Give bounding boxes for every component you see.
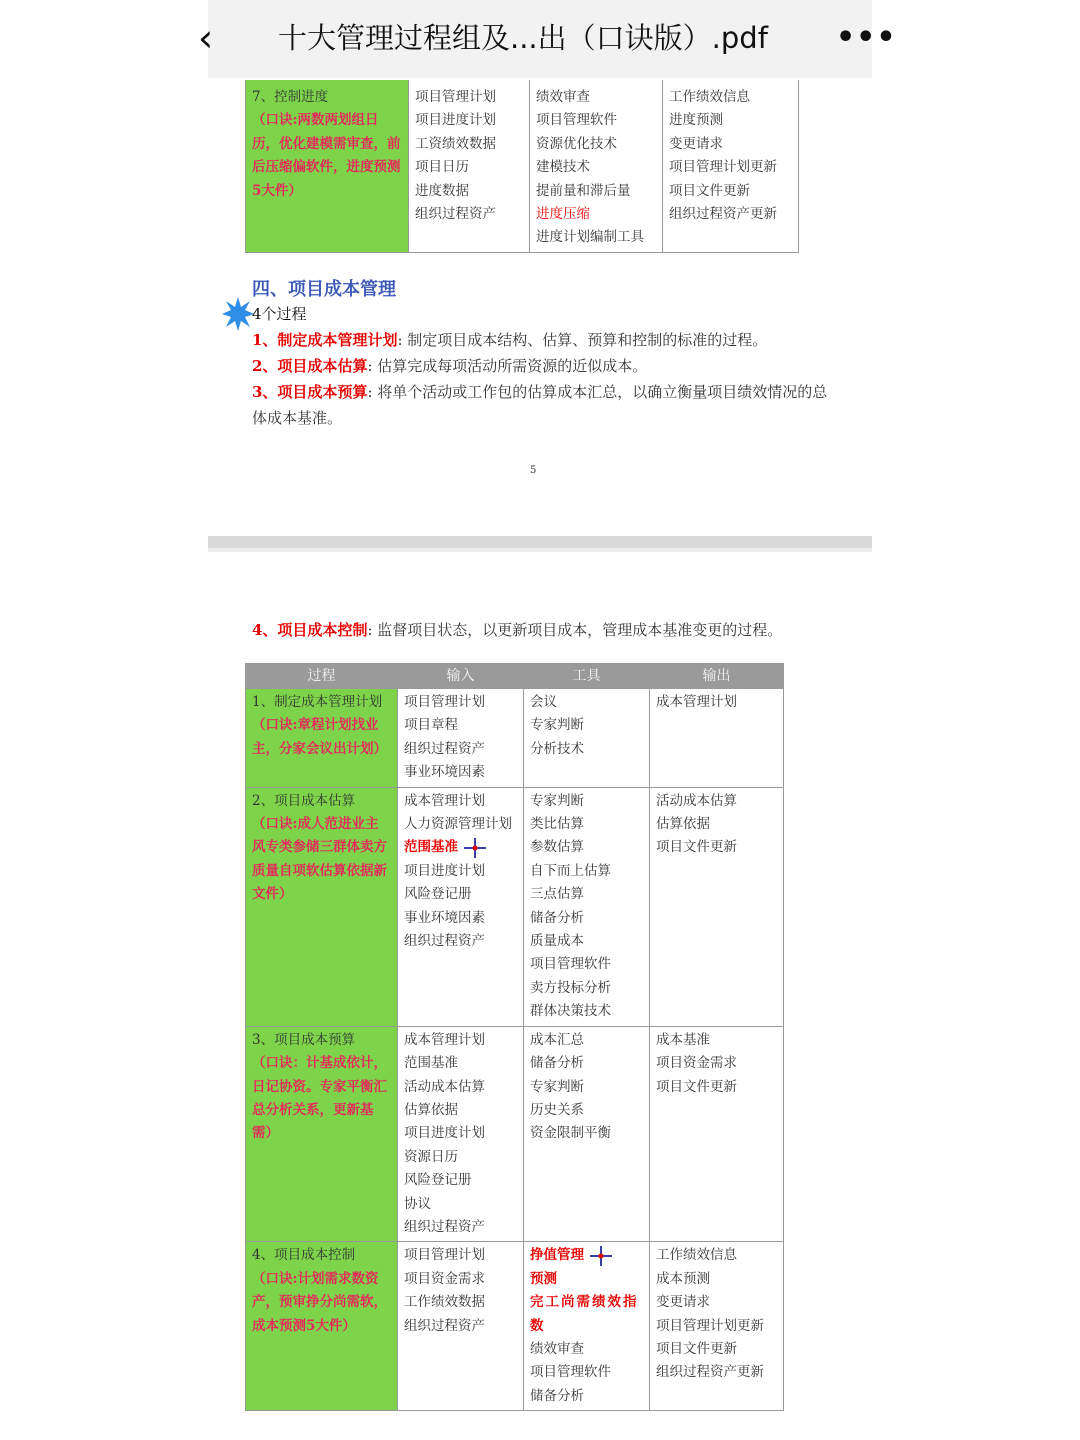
process-title: 7、控制进度	[252, 89, 329, 105]
input-item: 事业环境因素	[404, 764, 485, 781]
header-process: 过程	[246, 664, 398, 689]
cost-item-4	[252, 617, 852, 643]
input-item: 活动成本估算	[404, 1078, 485, 1095]
input-item: 成本管理计划	[404, 792, 485, 809]
tool-item-highlight: 进度压缩	[536, 206, 590, 223]
tool-item: 自下而上估算	[530, 862, 611, 879]
tool-item: 参数估算	[530, 839, 584, 856]
item-term: 4、项目成本控制	[252, 621, 368, 639]
input-item: 项目管理计划	[415, 89, 496, 105]
output-item: 项目资金需求	[656, 1055, 737, 1072]
header-output: 输出	[650, 664, 784, 689]
process-cell	[246, 1242, 398, 1411]
input-item: 资源日历	[404, 1148, 458, 1165]
cost-item-3	[252, 379, 832, 431]
output-cell	[650, 1026, 784, 1242]
tool-item: 资源优化技术	[536, 135, 617, 152]
input-item: 项目进度计划	[415, 112, 496, 129]
more-dots-icon[interactable]: •••	[836, 20, 897, 55]
process-cell	[246, 787, 398, 1026]
output-item: 进度预测	[669, 112, 723, 129]
input-item: 项目资金需求	[404, 1270, 485, 1287]
tool-item: 项目管理软件	[536, 112, 617, 129]
output-item: 估算依据	[656, 816, 710, 833]
tool-item: 建模技术	[536, 159, 590, 176]
input-item: 进度数据	[415, 182, 469, 199]
tool-item: 三点估算	[530, 886, 584, 903]
tool-item: 项目管理软件	[530, 1364, 611, 1381]
input-item: 事业环境因素	[404, 909, 485, 926]
table-row	[246, 1242, 784, 1411]
output-item: 成本预测	[656, 1270, 710, 1287]
output-item: 组织过程资产更新	[656, 1364, 764, 1381]
table-row	[246, 1026, 784, 1242]
input-item-highlight-row	[404, 836, 517, 859]
table-row	[246, 689, 784, 788]
tool-item-highlight: 挣值管理	[530, 1247, 584, 1264]
output-cell	[650, 689, 784, 788]
output-item: 项目管理计划更新	[656, 1317, 764, 1334]
tool-item: 类比估算	[530, 816, 584, 833]
input-item: 估算依据	[404, 1101, 458, 1118]
process-mnemonic: （口诀:成人范进业主风专类参储三群体卖方质量自项软估算依据新文件）	[252, 816, 387, 903]
tool-item: 专家判断	[530, 792, 584, 809]
tool-cell	[524, 1026, 650, 1242]
tool-item: 绩效审查	[536, 89, 590, 105]
tool-cell	[524, 787, 650, 1026]
star-burst-icon	[222, 297, 254, 331]
output-item: 工作绩效信息	[656, 1247, 737, 1264]
tool-item: 质量成本	[530, 933, 584, 950]
input-item: 范围基准	[404, 1055, 458, 1072]
input-cell	[398, 1242, 524, 1411]
output-item: 工作绩效信息	[669, 89, 750, 105]
section-title: 四、项目成本管理	[252, 279, 396, 300]
input-item: 项目管理计划	[404, 1247, 485, 1264]
tool-item-highlight: 完工尚需绩效指数	[530, 1294, 639, 1334]
process-cell	[246, 80, 409, 252]
process-mnemonic: （口诀:两数两划组日历，优化建模需审查，前后压缩偏软件，进度预测5大件）	[252, 112, 401, 199]
input-item: 组织过程资产	[404, 740, 485, 757]
item-term: 1、制定成本管理计划	[252, 331, 398, 349]
item-desc: : 监督项目状态，以更新项目成本，管理成本基准变更的过程。	[367, 621, 783, 639]
input-item: 项目管理计划	[404, 694, 485, 710]
output-item: 项目文件更新	[656, 1078, 737, 1095]
input-item: 组织过程资产	[404, 933, 485, 950]
table-header-row	[246, 664, 784, 689]
tool-item: 群体决策技术	[530, 1003, 611, 1020]
process-mnemonic: （口诀:计划需求数资产，预审挣分尚需软，成本预测5大件）	[252, 1270, 387, 1334]
output-item: 活动成本估算	[656, 792, 737, 809]
tool-item: 储备分析	[530, 909, 584, 926]
tool-cell	[530, 80, 663, 252]
input-item: 成本管理计划	[404, 1031, 485, 1048]
input-item: 组织过程资产	[404, 1218, 485, 1235]
tool-item: 储备分析	[530, 1387, 584, 1404]
process-cell	[246, 1026, 398, 1242]
back-chevron-icon[interactable]: ‹	[198, 16, 214, 60]
tool-item: 成本汇总	[530, 1031, 584, 1048]
process-cell	[246, 689, 398, 788]
table-row	[246, 80, 799, 252]
input-item: 项目进度计划	[404, 1125, 485, 1142]
tool-item: 卖方投标分析	[530, 979, 611, 996]
output-item: 变更请求	[669, 135, 723, 152]
input-item: 协议	[404, 1195, 431, 1212]
process-title: 1、制定成本管理计划	[252, 694, 383, 710]
cost-process-table	[245, 663, 784, 1411]
tool-item-highlight-row	[530, 1244, 643, 1267]
item-term: 2、项目成本估算	[252, 357, 368, 375]
output-item: 成本基准	[656, 1031, 710, 1048]
input-item: 项目进度计划	[404, 862, 485, 879]
tool-item: 提前量和滞后量	[536, 182, 631, 199]
input-item: 组织过程资产	[404, 1317, 485, 1334]
input-cell	[409, 80, 530, 252]
process-count: 4个过程	[252, 305, 307, 323]
process-title: 4、项目成本控制	[252, 1247, 356, 1264]
output-item: 项目文件更新	[669, 182, 750, 199]
item-desc: : 将单个活动或工作包的估算成本汇总，以确立衡量项目绩效情况的总体成本基准。	[252, 383, 828, 427]
output-item: 项目管理计划更新	[669, 159, 777, 176]
input-item: 风险登记册	[404, 886, 472, 903]
tool-item: 项目管理软件	[530, 956, 611, 973]
sparkle-cross-icon	[462, 837, 488, 859]
header-input: 输入	[398, 664, 524, 689]
cost-item-2	[252, 353, 832, 379]
output-cell	[663, 80, 799, 252]
tool-item: 分析技术	[530, 740, 584, 757]
tool-item-highlight: 预测	[530, 1270, 557, 1287]
input-cell	[398, 787, 524, 1026]
input-item: 人力资源管理计划	[404, 816, 512, 833]
output-item: 项目文件更新	[656, 1340, 737, 1357]
input-item: 工作绩效数据	[404, 1294, 485, 1311]
output-item: 组织过程资产更新	[669, 206, 777, 223]
output-cell	[650, 787, 784, 1026]
page-separator-shadow	[208, 548, 872, 552]
tool-item: 会议	[530, 694, 557, 710]
item-term: 3、项目成本预算	[252, 383, 368, 401]
process-mnemonic: （口诀:章程计划找业主，分家会议出计划）	[252, 717, 387, 757]
input-cell	[398, 1026, 524, 1242]
output-item: 变更请求	[656, 1294, 710, 1311]
item-desc: : 制定项目成本结构、估算、预算和控制的标准的过程。	[397, 331, 768, 349]
tool-item: 专家判断	[530, 717, 584, 734]
output-item: 成本管理计划	[656, 694, 737, 710]
tool-cell	[524, 1242, 650, 1411]
schedule-process-table	[245, 80, 799, 253]
process-title: 2、项目成本估算	[252, 792, 356, 809]
output-item: 项目文件更新	[656, 839, 737, 856]
input-item: 组织过程资产	[415, 206, 496, 223]
input-cell	[398, 689, 524, 788]
input-item: 项目章程	[404, 717, 458, 734]
tool-item: 专家判断	[530, 1078, 584, 1095]
sparkle-cross-icon	[588, 1245, 614, 1267]
input-item: 项目日历	[415, 159, 469, 176]
input-item: 工资绩效数据	[415, 135, 496, 152]
cost-item-1	[252, 327, 832, 353]
tool-cell	[524, 689, 650, 788]
item-desc: : 估算完成每项活动所需资源的近似成本。	[367, 357, 648, 375]
page-separator	[208, 536, 872, 548]
input-item-highlight: 范围基准	[404, 839, 458, 856]
header-tool: 工具	[524, 664, 650, 689]
process-title: 3、项目成本预算	[252, 1031, 356, 1048]
tool-item: 绩效审查	[530, 1340, 584, 1357]
process-mnemonic: （口诀：计基成依计，日记协资。专家平衡汇总分析关系，更新基需）	[252, 1055, 387, 1142]
page-number: 5	[530, 465, 537, 476]
input-item: 风险登记册	[404, 1172, 472, 1189]
tool-item: 进度计划编制工具	[536, 229, 644, 246]
tool-item: 资金限制平衡	[530, 1125, 611, 1142]
table-row	[246, 787, 784, 1026]
output-cell	[650, 1242, 784, 1411]
document-title: 十大管理过程组及...出（口诀版）.pdf	[278, 21, 768, 55]
tool-item: 储备分析	[530, 1055, 584, 1072]
tool-item: 历史关系	[530, 1101, 584, 1118]
